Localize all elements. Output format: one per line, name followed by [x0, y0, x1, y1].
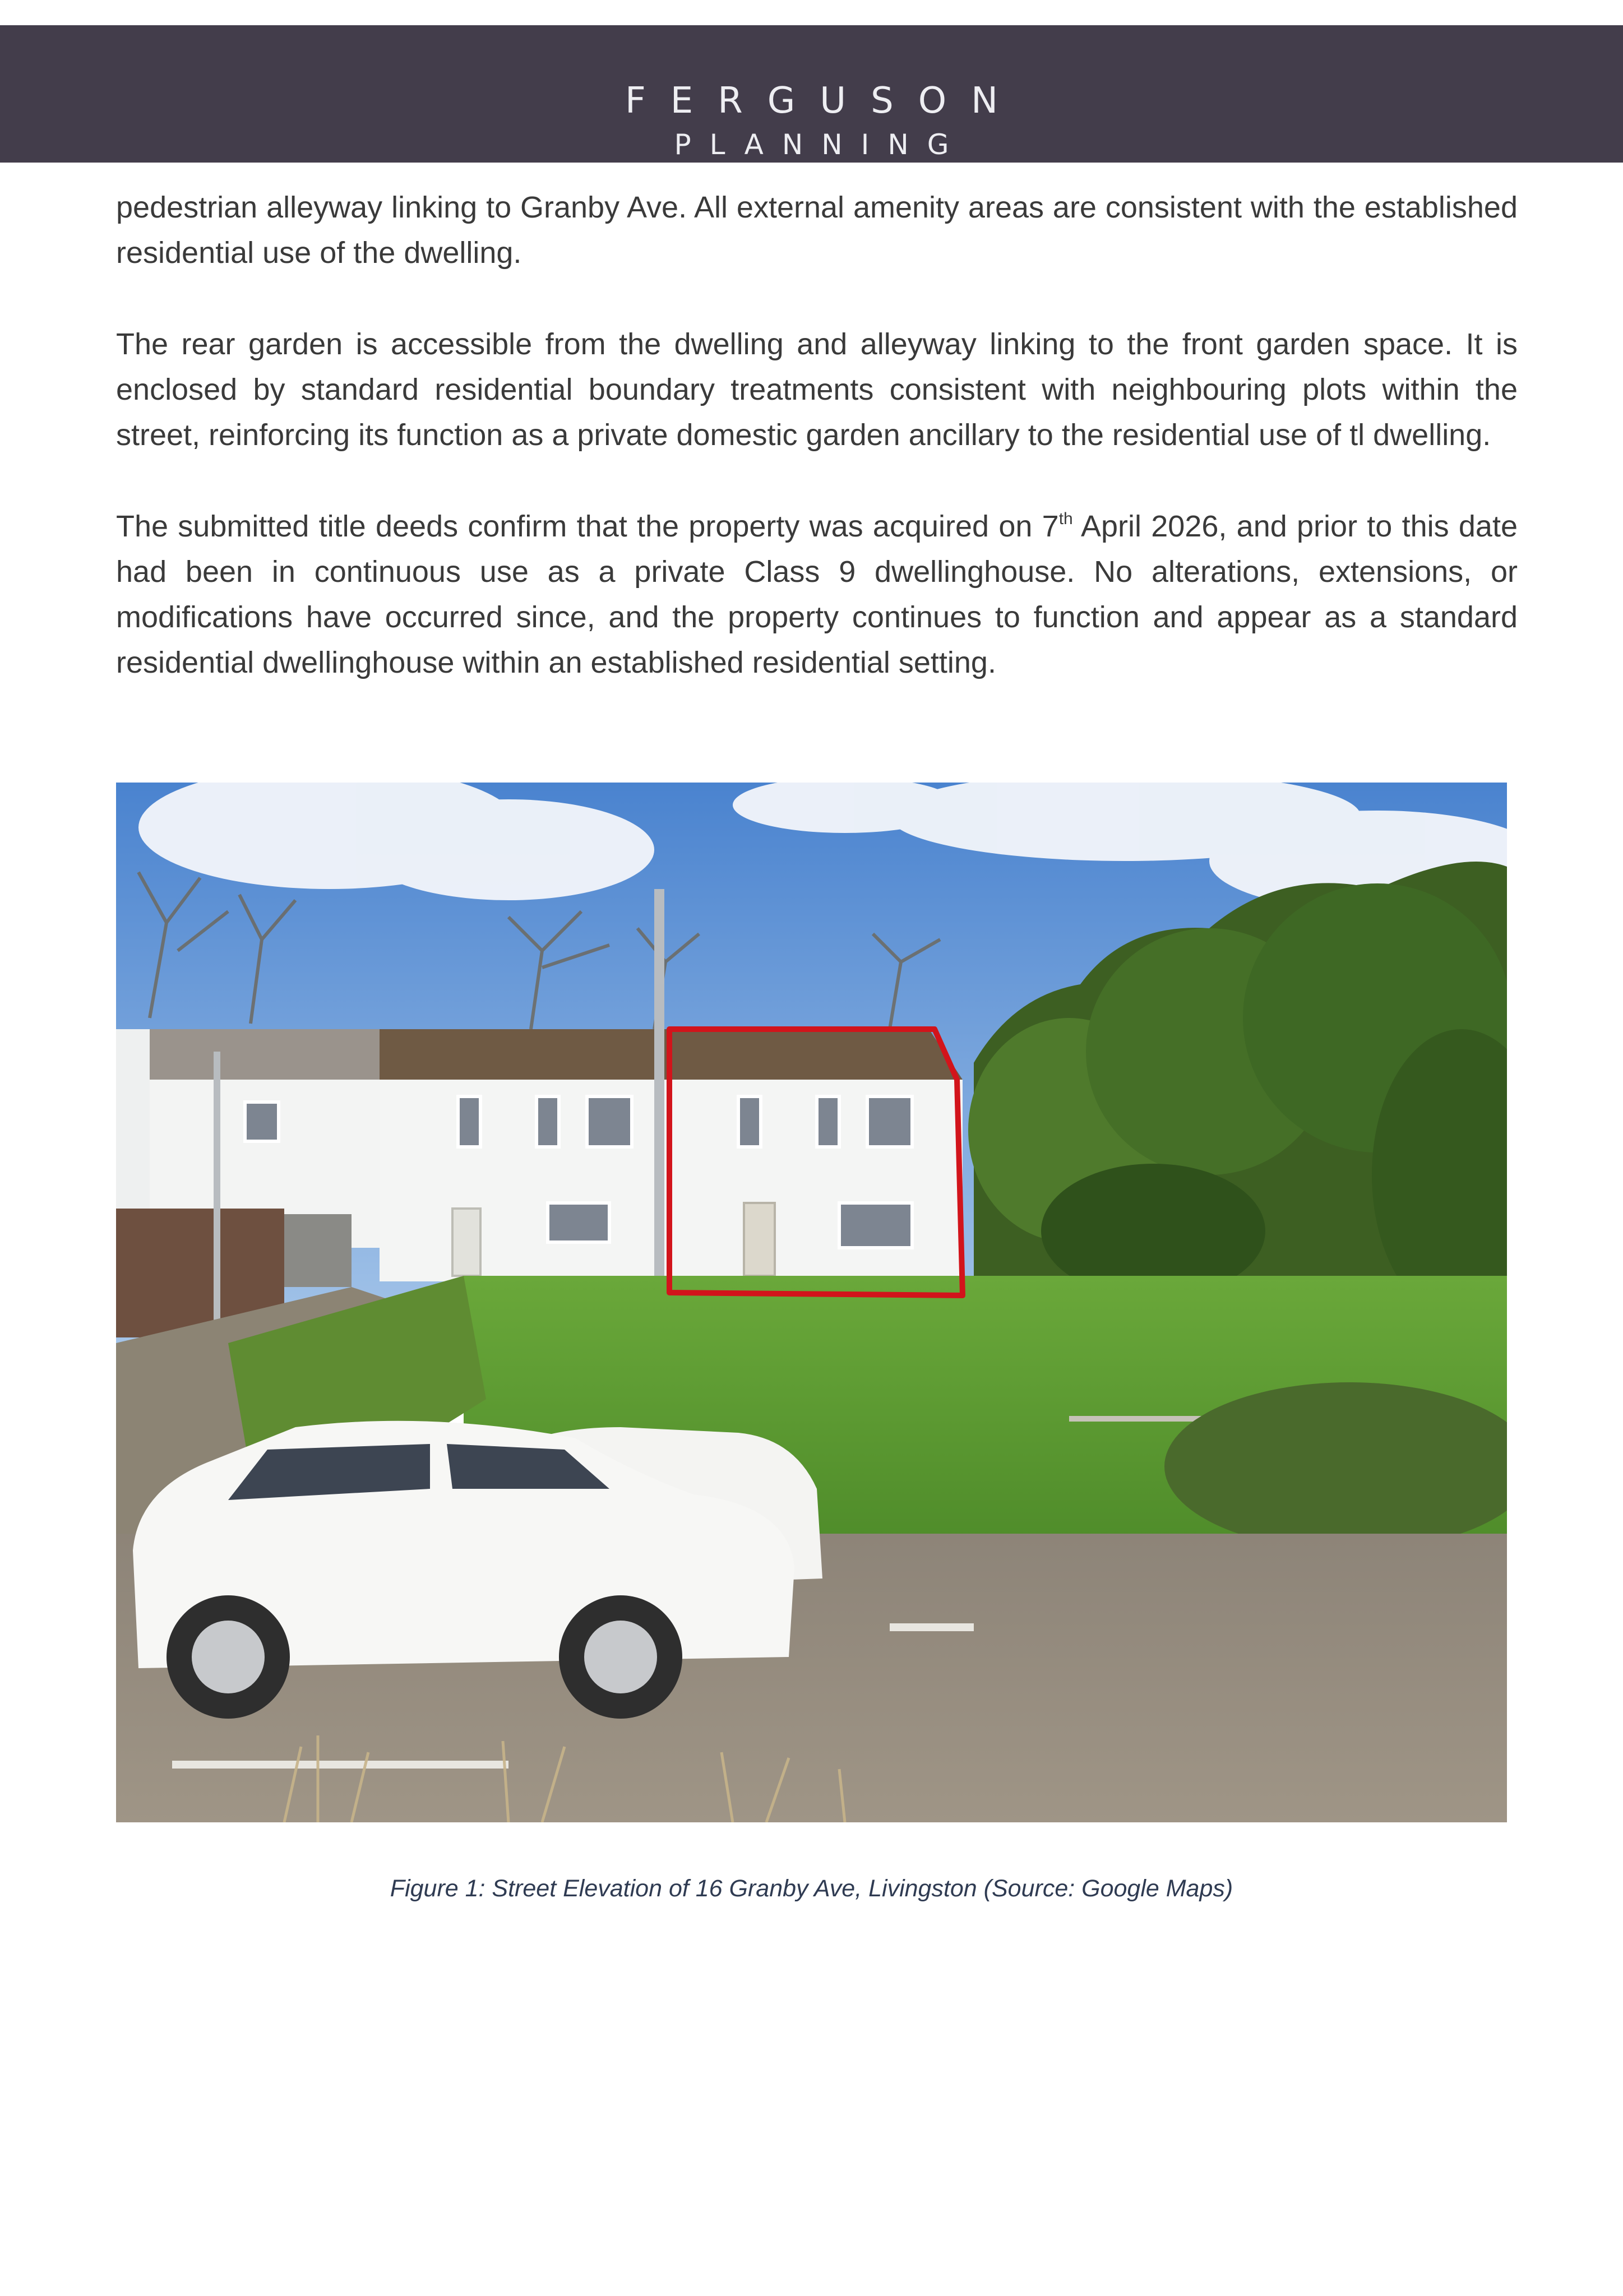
lamp-post-left — [214, 1052, 220, 1365]
brand-subtitle: PLANNING — [674, 128, 968, 161]
brand-name: FERGUSON — [625, 80, 1023, 122]
document-body — [116, 185, 1518, 732]
header-banner — [0, 25, 1623, 163]
ordinal-suffix: th — [1058, 510, 1073, 528]
figure-caption: Figure 1: Street Elevation of 16 Granby Ave, Livingston (Source: Google Maps) — [390, 1875, 1233, 1902]
street-elevation-photo — [116, 783, 1507, 1822]
paragraph-2: The rear garden is accessible from the dwelling and alleyway linking to the front garden space. It is enclosed by standard residential boundary treatments consistent with neighbouring plots within the street, reinforcing its function as a private domestic garden ancillary to the residential use of tl dwelling. — [116, 327, 1518, 452]
paragraph-3-text-a: The submitted title deeds confirm that the property was acquired on 7 — [116, 510, 1059, 543]
paragraph-3 — [116, 504, 1518, 686]
paragraph-3-text-b: April 2026, and prior to this date had been in continuous use as a private Class 9 dwellinghouse. No alterations, extensions, or modifications have occurred since, and the property continues to function and appear as a standard residential dwellinghouse within an established residential setting. — [116, 510, 1518, 679]
lamp-post-centre — [654, 889, 664, 1337]
paragraph-1: pedestrian alleyway linking to Granby Ave. All external amenity areas are consistent with the established residential use of the dwelling. — [116, 191, 1518, 270]
